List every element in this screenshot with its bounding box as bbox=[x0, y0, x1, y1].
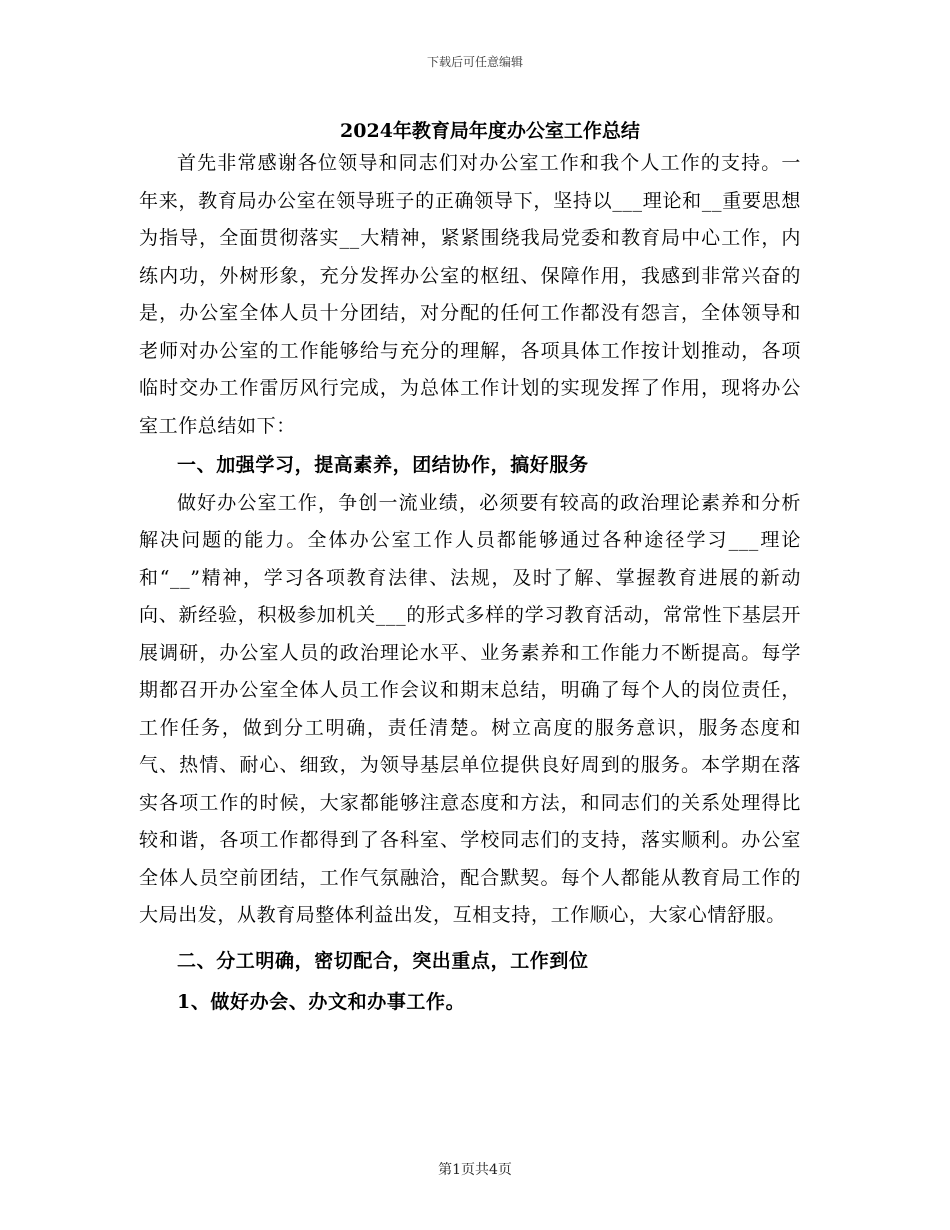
header-note: 下载后可任意编辑 bbox=[426, 55, 523, 69]
subsection-heading-1: 1、做好办会、办文和办事工作。 bbox=[177, 991, 466, 1013]
intro-paragraph: 首先非常感谢各位领导和同志们对办公室工作和我个人工作的支持。一年来，教育局办公室在领导班子的正确领导下，坚持以___理论和__重要思想为指导，全面贯彻落实__大精神，紧紧围绕我局党委和教育局中心工作，内练内功，外树形象，充分发挥办公室的枢纽、保障作用，我感到非常兴奋的是，办公室全体人员十分团结，对分配的任何工作都没有怨言，全体领导和老师对办公室的工作能够给与充分的理解，各项具体工作按计划推动，各项临时交办工作雷厉风行完成，为总体工作计划的实现发挥了作用，现将办公室工作总结如下： bbox=[139, 152, 801, 437]
section-heading-2: 二、分工明确，密切配合，突出重点，工作到位 bbox=[177, 949, 589, 972]
section1-paragraph: 做好办公室工作，争创一流业绩，必须要有较高的政治理论素养和分析解决问题的能力。全体办公室工作人员都能够通过各种途径学习___理论和“__”精神，学习各项教育法律、法规，及时了解、掌握教育进展的新动向、新经验，积极参加机关___的形式多样的学习教育活动，常常性下基层开展调研，办公室人员的政治理论水平、业务素养和工作能力不断提高。每学期都召开办公室全体人员工作会议和期末总结，明确了每个人的岗位责任，工作任务，做到分工明确，责任清楚。树立高度的服务意识，服务态度和气、热情、耐心、细致，为领导基层单位提供良好周到的服务。本学期在落实各项工作的时候，大家都能够注意态度和方法，和同志们的关系处理得比较和谐，各项工作都得到了各科室、学校同志们的支持，落实顺利。办公室全体人员空前团结，工作气氛融洽，配合默契。每个人都能从教育局工作的大局出发，从教育局整体利益出发，互相支持，工作顺心，大家心情舒服。 bbox=[139, 491, 801, 926]
document-body bbox=[139, 145, 801, 1022]
section-heading-1: 一、加强学习，提高素养，团结协作，搞好服务 bbox=[177, 454, 589, 476]
page-title: 2024年教育局年度办公室工作总结 bbox=[340, 120, 640, 142]
page-number: 第1页共4页 bbox=[438, 1162, 512, 1178]
